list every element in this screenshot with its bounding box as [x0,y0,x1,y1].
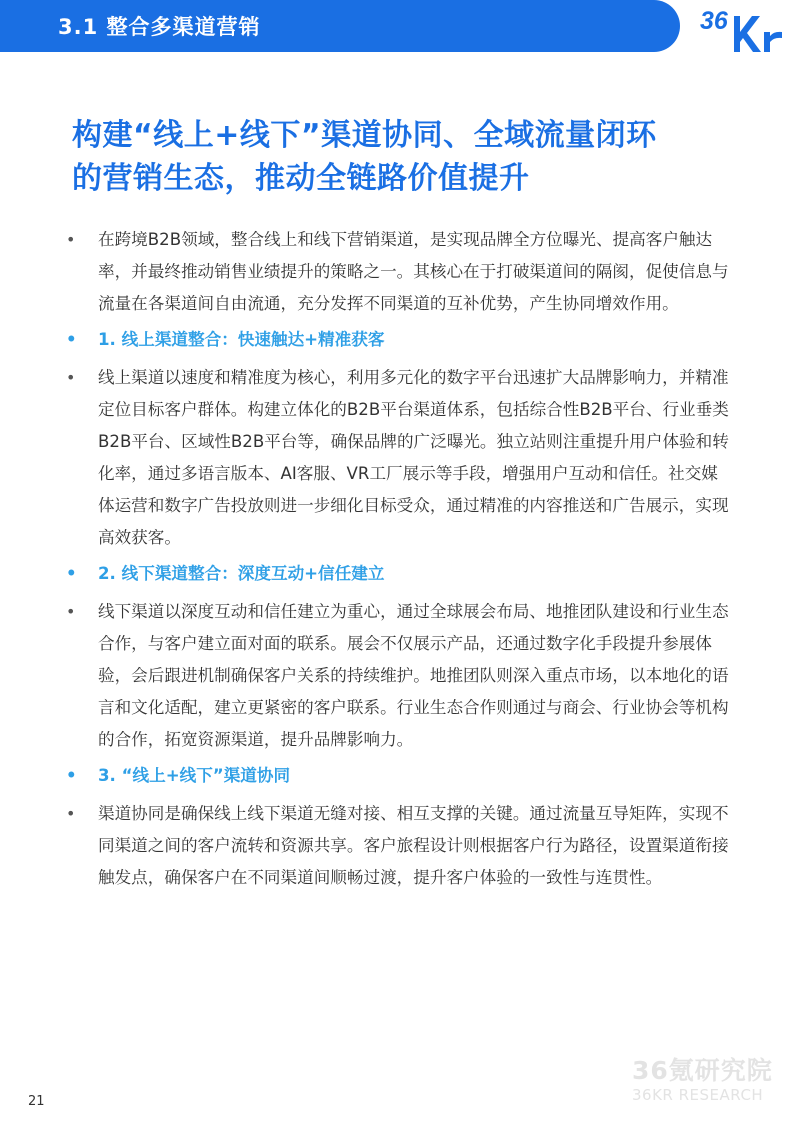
svg-text:36: 36 [700,7,728,35]
subheading-text: 3. “线上+线下”渠道协同 [98,766,291,785]
watermark-cn: 36氪研究院 [632,1056,773,1085]
bullet-dot: • [66,564,77,583]
subheading-offline [66,558,732,590]
subheading-online [66,324,732,356]
bullet-dot: • [66,766,77,785]
headline-line-2: 的营销生态，推动全链路价值提升 [72,161,530,196]
headline [72,114,752,200]
logo-36kr [700,2,794,52]
paragraph-online [66,362,732,554]
paragraph-offline [66,596,732,756]
subheading-text: 1. 线上渠道整合：快速触达+精准获客 [98,330,385,349]
subheading-synergy [66,760,732,792]
paragraph-text: 线上渠道以速度和精准度为核心，利用多元化的数字平台迅速扩大品牌影响力，并精准定位目标客户群体。构建立体化的B2B平台渠道体系，包括综合性B2B平台、行业垂类B2B平台、区域性B2B平台等，确保品牌的广泛曝光。独立站则注重提升用户体验和转化率，通过多语言版本、AI客服、VR工厂展示等手段，增强用户互动和信任。社交媒体运营和数字广告投放则进一步细化目标受众，通过精准的内容推送和广告展示，实现高效获客。 [98,368,729,547]
bullet-dot: • [66,368,76,387]
bullet-dot: • [66,602,76,621]
bullet-dot: • [66,330,77,349]
paragraph-text: 渠道协同是确保线上线下渠道无缝对接、相互支撑的关键。通过流量互导矩阵，实现不同渠道之间的客户流转和资源共享。客户旅程设计则根据客户行为路径，设置渠道衔接触发点，确保客户在不同渠道间顺畅过渡，提升客户体验的一致性与连贯性。 [98,804,729,887]
paragraph-text: 在跨境B2B领域，整合线上和线下营销渠道，是实现品牌全方位曝光、提高客户触达率，并最终推动销售业绩提升的策略之一。其核心在于打破渠道间的隔阂，促使信息与流量在各渠道间自由流通，充分发挥不同渠道的互补优势，产生协同增效作用。 [98,230,729,313]
headline-line-1: 构建“线上+线下”渠道协同、全域流量闭环 [72,118,657,153]
subheading-text: 2. 线下渠道整合：深度互动+信任建立 [98,564,385,583]
paragraph-intro [66,224,732,320]
paragraph-text: 线下渠道以深度互动和信任建立为重心，通过全球展会布局、地推团队建设和行业生态合作，与客户建立面对面的联系。展会不仅展示产品，还通过数字化手段提升参展体验，会后跟进机制确保客户关系的持续维护。地推团队则深入重点市场，以本地化的语言和文化适配，建立更紧密的客户联系。行业生态合作则通过与商会、行业协会等机构的合作，拓宽资源渠道，提升品牌影响力。 [98,602,729,749]
body-content [66,224,732,898]
paragraph-synergy [66,798,732,894]
bullet-dot: • [66,230,76,249]
bullet-dot: • [66,804,76,823]
watermark-36kr-research [632,1056,782,1104]
page-number: 21 [28,1094,45,1109]
watermark-en: 36KR RESEARCH [632,1086,764,1104]
section-header-bar [0,0,680,52]
section-title: 3.1 整合多渠道营销 [58,15,261,39]
